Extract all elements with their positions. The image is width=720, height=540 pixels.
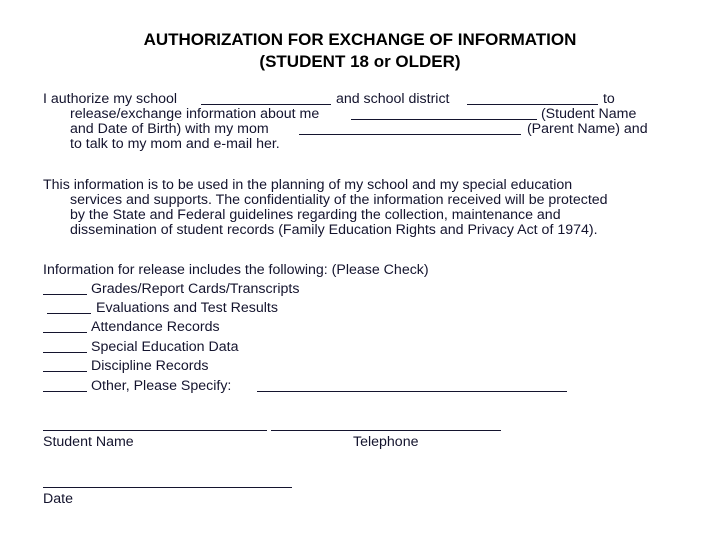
other-specify-blank[interactable] (257, 391, 567, 392)
release-intro: Information for release includes the following: (Please Check) (43, 262, 429, 278)
student-name-signature-line[interactable] (43, 430, 267, 431)
release-item-grades: Grades/Report Cards/Transcripts (91, 281, 300, 297)
release-item-discipline: Discipline Records (91, 358, 209, 374)
release-item-evaluations: Evaluations and Test Results (96, 300, 278, 316)
student-name-dob-blank[interactable] (351, 119, 537, 120)
check-blank-discipline[interactable] (43, 371, 87, 372)
date-line[interactable] (43, 487, 292, 488)
authorization-line-4 (70, 137, 280, 152)
authorization-line-1b (332, 92, 450, 107)
check-blank-grades[interactable] (43, 294, 87, 295)
parent-name-blank[interactable] (299, 134, 521, 135)
check-blank-special-education[interactable] (43, 352, 87, 353)
check-blank-attendance[interactable] (43, 332, 87, 333)
date-label: Date (43, 491, 73, 507)
telephone-line[interactable] (271, 430, 501, 431)
school-district-blank[interactable] (467, 104, 598, 105)
authorization-line-3b (523, 122, 648, 137)
purpose-line-1: This information is to be used in the planning of my school and my special education (43, 177, 573, 193)
text: to (599, 91, 615, 107)
check-blank-evaluations[interactable] (47, 313, 91, 314)
school-blank[interactable] (201, 104, 331, 105)
text: release/exchange information about me (70, 106, 320, 122)
release-item-other: Other, Please Specify: (91, 378, 232, 394)
student-name-label: Student Name (43, 434, 134, 450)
text: I authorize my school (43, 91, 181, 107)
authorization-line-2 (70, 107, 319, 122)
text: to talk to my mom and e-mail her. (70, 136, 280, 152)
check-blank-other[interactable] (43, 391, 87, 392)
purpose-line-2: services and supports. The confidentiality of the information received will be protected (70, 192, 608, 208)
text: (Student Name (537, 106, 637, 122)
authorization-line-1 (43, 92, 181, 107)
text: and school district (332, 91, 450, 107)
authorization-line-2b (537, 107, 636, 122)
authorization-line-3 (70, 122, 273, 137)
form-subtitle: (STUDENT 18 or OLDER) (259, 52, 461, 71)
purpose-line-3: by the State and Federal guidelines regarding the collection, maintenance and (70, 207, 561, 223)
text: (Parent Name) and (523, 121, 648, 137)
purpose-line-4: dissemination of student records (Family Education Rights and Privacy Act of 1974). (70, 222, 598, 238)
form-title: AUTHORIZATION FOR EXCHANGE OF INFORMATION (143, 30, 577, 49)
telephone-label: Telephone (353, 434, 419, 450)
text: and Date of Birth) with my mom (70, 121, 273, 137)
authorization-line-1c (599, 92, 615, 107)
release-item-attendance: Attendance Records (91, 319, 220, 335)
release-item-special-education: Special Education Data (91, 339, 239, 355)
